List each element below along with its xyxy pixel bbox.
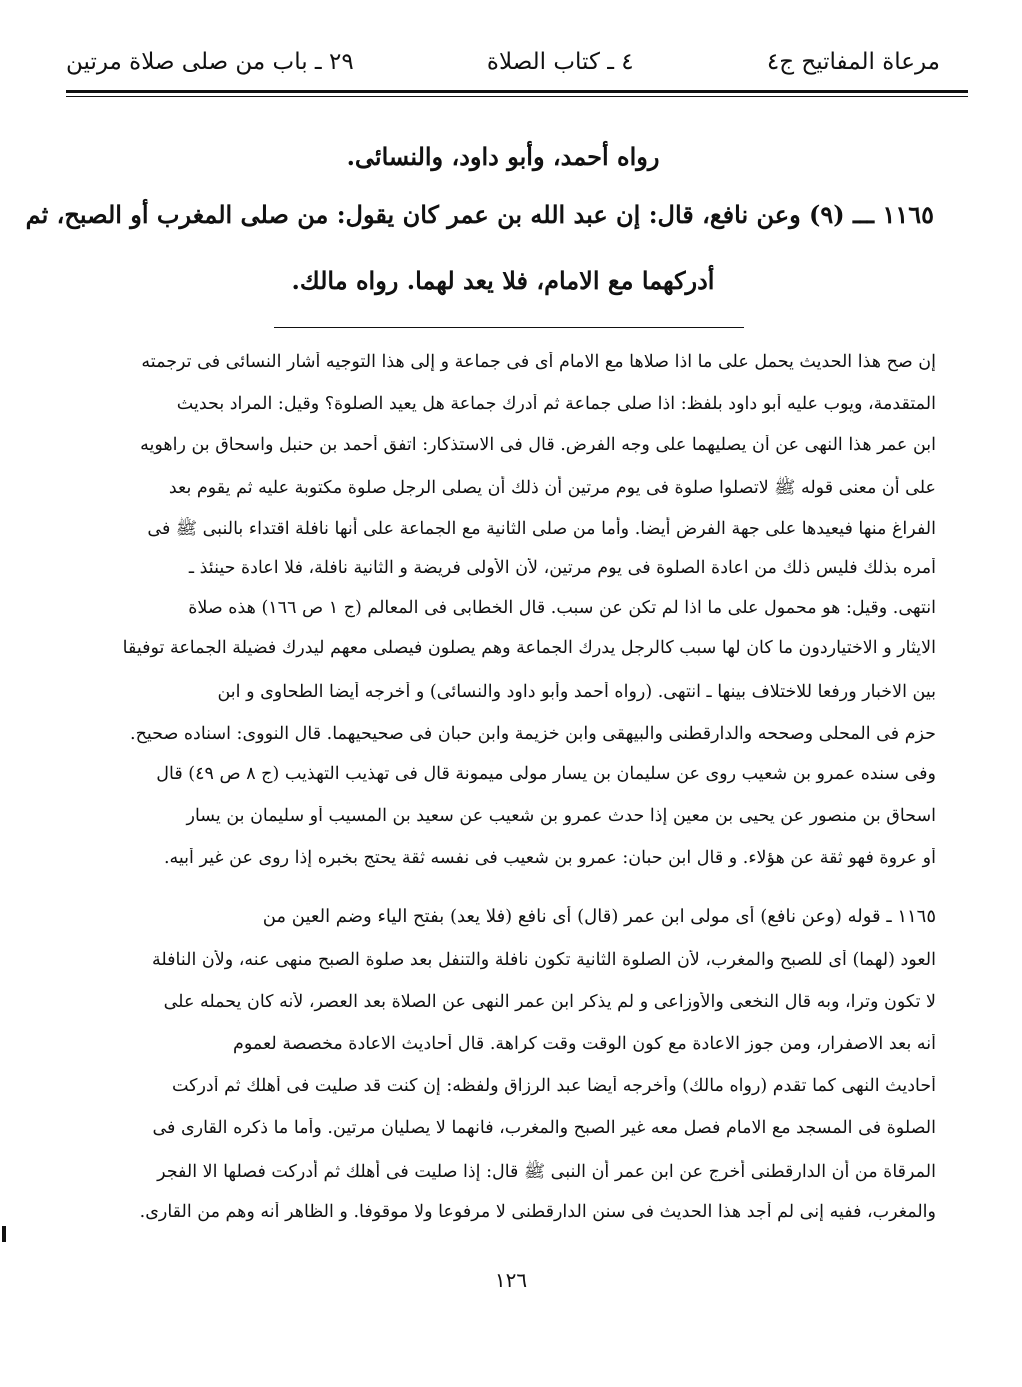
page-number: ١٢٦ (494, 1268, 528, 1292)
commentary-line-1: إن صح هذا الحديث يحمل على ما اذا صلاها مع الامام أى فى جماعة و إلى هذا التوجيه أشار النسائى فى ترجمته (141, 352, 936, 372)
scan-edge-mark (2, 1226, 6, 1242)
commentary-line-13: أو عروة فهو ثقة عن هؤلاء. و قال ابن حبان: عمرو بن شعيب فى نفسه ثقة يحتج بخبره إذا روى عن غير أبيه. (163, 848, 936, 868)
commentary-line-4: على أن معنى قوله ﷺ لاتصلوا صلوة فى يوم مرتين أن ذلك أن يصلى الرجل صلوة مكتوبة عليه ثم يقوم بعد (168, 478, 936, 498)
commentary-line-16: لا تكون وترا، وبه قال النخعى والأوزاعى و لم يذكر ابن عمر النهى عن الصلاة بعد العصر، لأنه كان يحمله على (163, 992, 936, 1012)
commentary-line-14: ١١٦٥ ـ قوله (وعن نافع) أى مولى ابن عمر (قال) أى نافع (فلا يعد) بفتح الياء وضم العين من (262, 906, 936, 927)
commentary-line-20: المرقاة من أن الدارقطنى أخرج عن ابن عمر أن النبى ﷺ قال: إذا صليت فى أهلك ثم أدركت فصلها الا الفجر (157, 1162, 936, 1182)
section-separator (274, 327, 744, 328)
commentary-line-17: أنه بعد الاصفرار، ومن جوز الاعادة مع كون الوقت وقت كراهة. قال أحاديث الاعادة مخصصة لعموم (233, 1034, 936, 1054)
commentary-line-7: انتهى. وقيل: هو محمول على ما اذا لم تكن عن سبب. قال الخطابى فى المعالم (ج ١ ص ١٦٦) هذه صلاة (188, 598, 936, 618)
hadith-line-3: أدركهما مع الامام، فلا يعد لهما. رواه مالك. (291, 266, 715, 295)
header-rule-thick (66, 90, 968, 93)
commentary-line-2: المتقدمة، ويوب عليه أبو داود بلفظ: اذا صلى جماعة ثم أدرك جماعة هل يعيد الصلوة؟ وقيل: المراد بحديث (176, 394, 936, 414)
commentary-line-8: الايثار و الاختياردون ما كان لها سبب كالرجل يدرك الجماعة وهم يصلون فيصلى معهم ليدرك فضيلة الجماعة توفيقا (122, 638, 936, 658)
commentary-line-19: الصلوة فى المسجد مع الامام فصل معه غير الصبح والمغرب، فانهما لا يصليان مرتين. وأما ما ذكره القارى فى (152, 1118, 936, 1138)
header-book-title: مرعاة المفاتيح ج٤ (766, 49, 940, 75)
header-section: ٢٩ ـ باب من صلى صلاة مرتين (66, 49, 354, 75)
commentary-line-12: اسحاق بن منصور عن يحيى بن معين إذا حدث عمرو بن شعيب عن سعيد بن المسيب أو سليمان بن يسار (186, 806, 936, 826)
header-chapter: ٤ ـ كتاب الصلاة (486, 49, 634, 75)
commentary-line-5: الفراغ منها فيعيدها على جهة الفرض أيضا. وأما من صلى الثانية مع الجماعة على أنها نافلة اقتداء بالنبى ﷺ فى (147, 519, 936, 539)
header-rule-thin (66, 96, 968, 97)
hadith-line-2: ١١٦٥ ـــ (٩) وعن نافع، قال: إن عبد الله بن عمر كان يقول: من صلى المغرب أو الصبح، ثم (25, 200, 934, 229)
commentary-line-11: وفى سنده عمرو بن شعيب روى عن سليمان بن يسار مولى ميمونة قال فى تهذيب التهذيب (ج ٨ ص ٤٩) قال (156, 764, 936, 784)
commentary-line-10: حزم فى المحلى وصححه والدارقطنى والبيهقى وابن خزيمة وابن حبان فى صحيحيهما. قال النووى: اسناده صحيح. (130, 724, 936, 744)
hadith-line-1: رواه أحمد، وأبو داود، والنسائى. (346, 142, 660, 171)
commentary-line-3: ابن عمر هذا النهى عن أن يصليهما على وجه الفرض. قال فى الاستذكار: اتفق أحمد بن حنبل واسحاق بن راهويه (140, 435, 936, 455)
commentary-line-15: العود (لهما) أى للصبح والمغرب، لأن الصلوة الثانية تكون نافلة والتنفل بعد صلوة الصبح منهى عنه، ولأن النافلة (152, 950, 936, 970)
commentary-line-21: والمغرب، ففيه إنى لم أجد هذا الحديث فى سنن الدارقطنى لا مرفوعا ولا موقوفا. و الظاهر أنه وهم من القارى. (139, 1202, 936, 1222)
running-header (66, 42, 940, 82)
commentary-line-18: أحاديث النهى كما تقدم (رواه مالك) وأخرجه أيضا عبد الرزاق ولفظه: إن كنت قد صليت فى أهلك ثم أدركت (171, 1076, 936, 1096)
commentary-line-9: بين الاخبار ورفعا للاختلاف بينها ـ انتهى. (رواه أحمد وأبو داود والنسائى) و أخرجه أيضا الطحاوى و ابن (217, 682, 936, 702)
commentary-line-6: أمره بذلك فليس ذلك من اعادة الصلوة فى يوم مرتين، لأن الأولى فريضة و الثانية نافلة، فلا اعادة حينئذ ـ (188, 558, 936, 578)
